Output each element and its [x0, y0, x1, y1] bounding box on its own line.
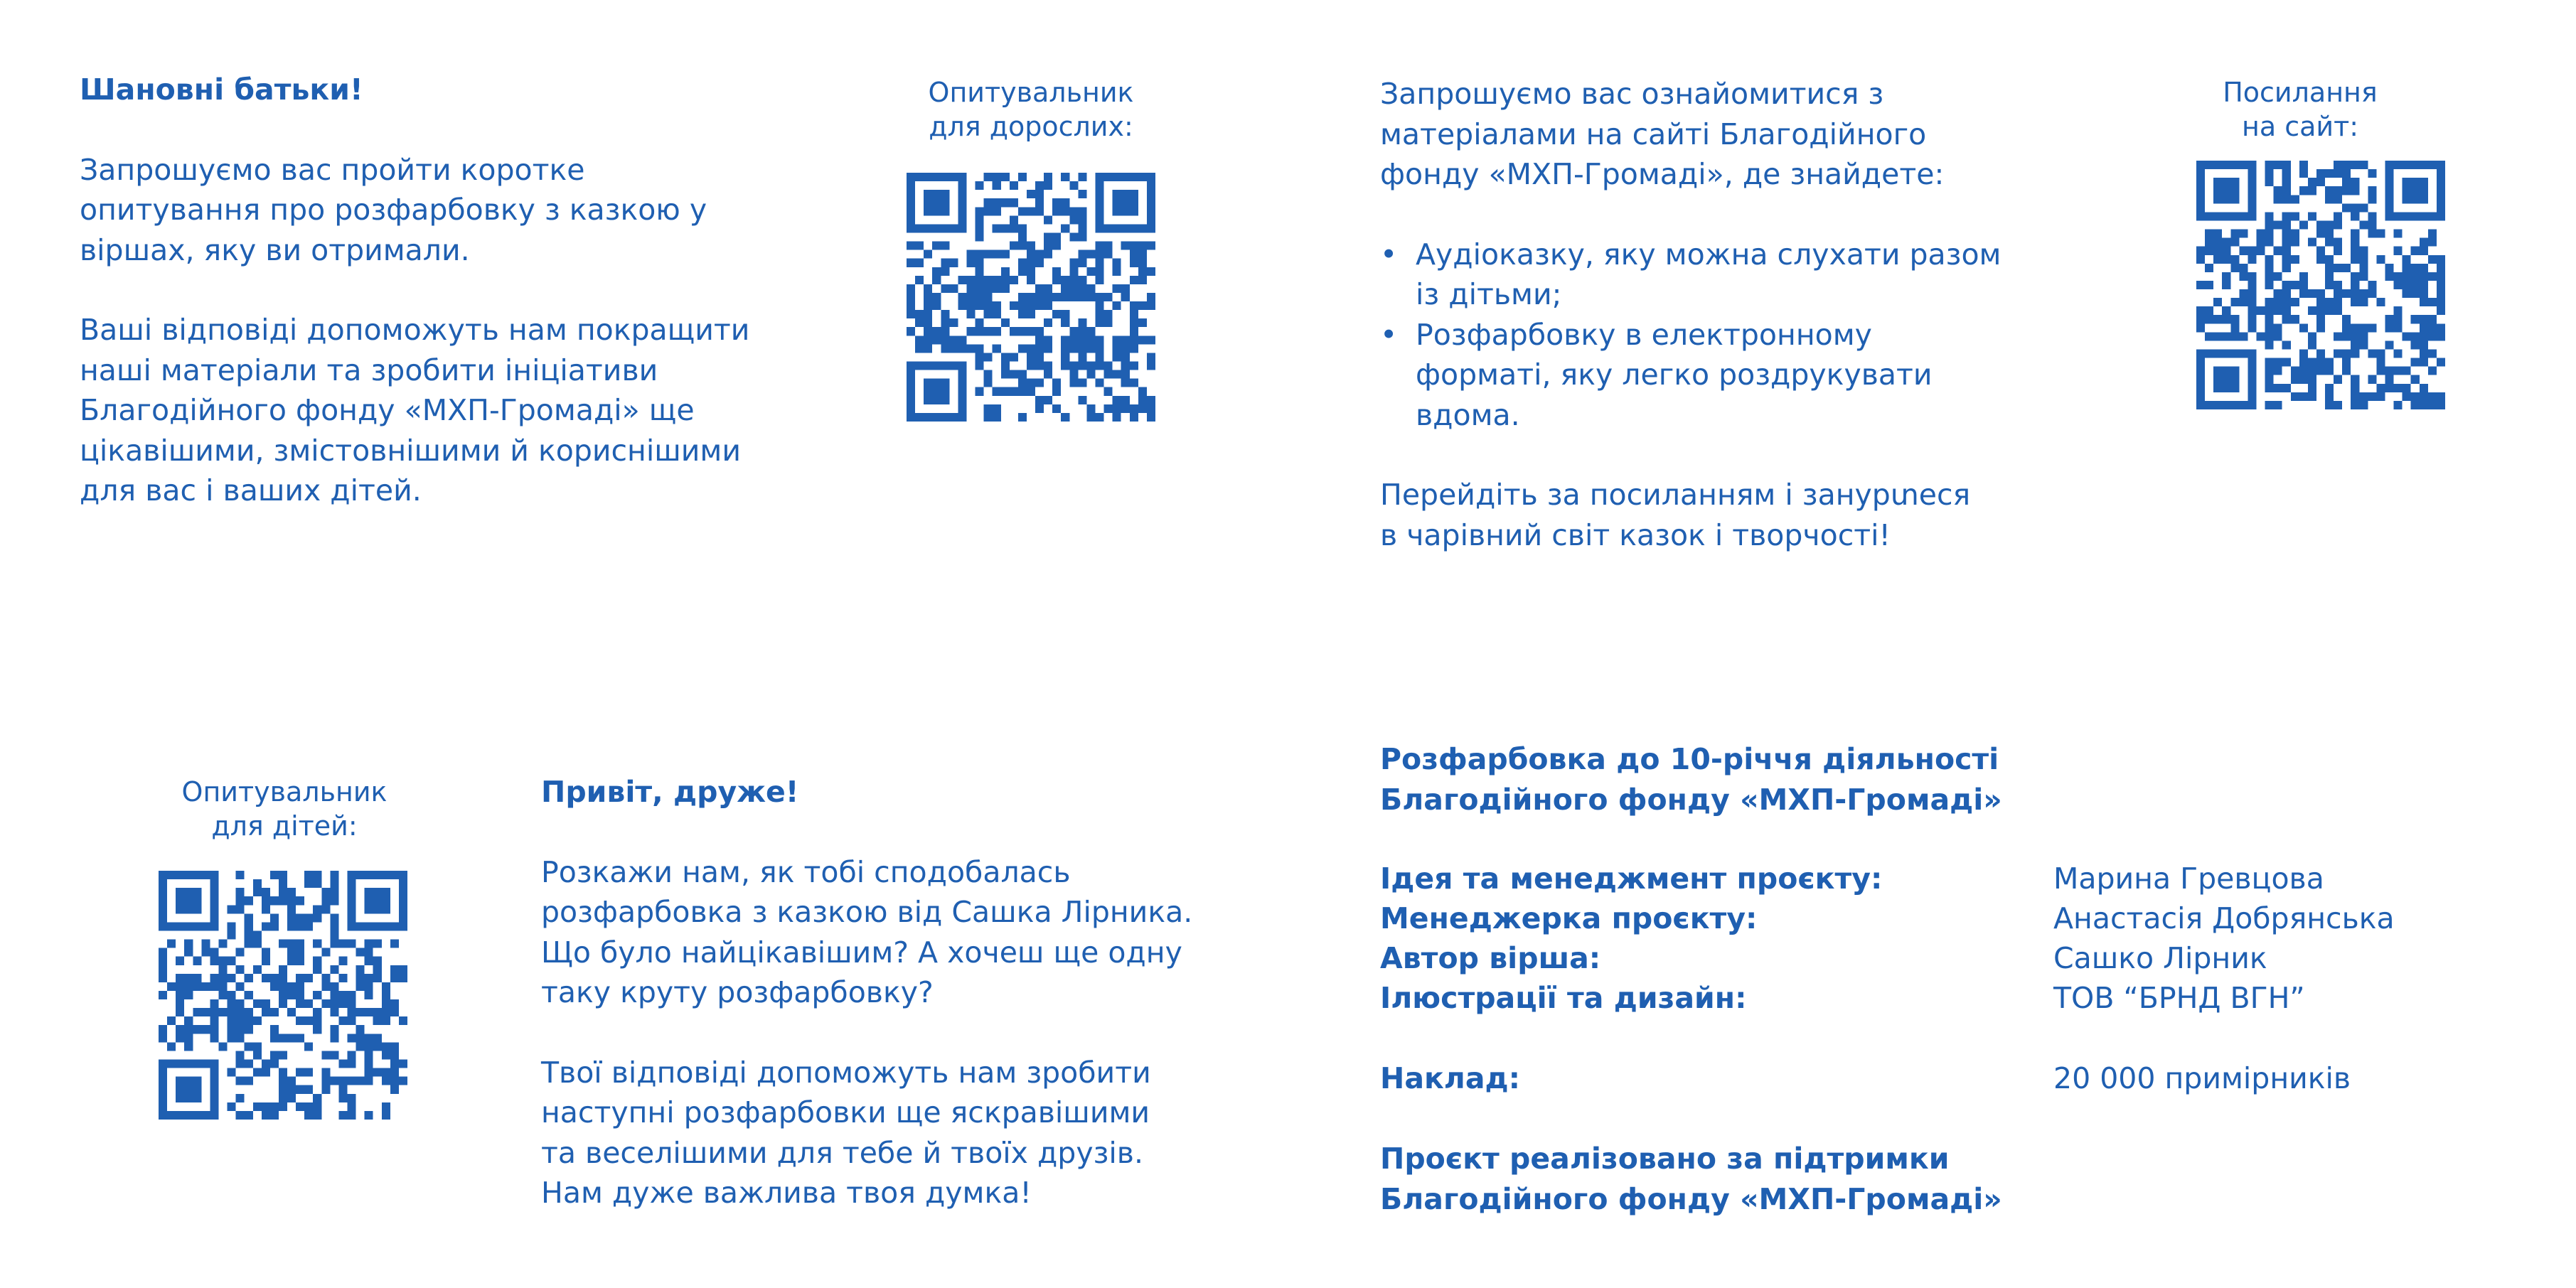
credits-role: Автор вірша:: [1380, 941, 1601, 975]
support-line: Благодійного фонду «МХП-Громаді»: [1380, 1181, 2002, 1216]
credits-title-line: Розфарбовка до 10-річчя діяльності: [1380, 742, 1999, 776]
print-run-label: Наклад:: [1380, 1061, 1521, 1095]
credits-person: Сашко Лірник: [2053, 941, 2267, 975]
parents-intro-line: Запрошуємо вас пройти коротке: [80, 152, 585, 187]
site-intro-line: матеріалами на сайті Благодійного: [1380, 117, 1927, 151]
adult-survey-qr-code-icon[interactable]: [907, 173, 1155, 422]
site-bullet-list: [1380, 235, 2001, 436]
parents-benefit-line: Благодійного фонду «МХП-Громаді» ще: [80, 393, 695, 427]
parents-benefit-line: наші матеріали та зробити ініціативи: [80, 353, 658, 387]
parents-benefit-line: Ваші відповіді допоможуть нам покращити: [80, 313, 750, 347]
kids-question-line: таку круту розфарбовку?: [541, 975, 934, 1009]
kids-question-line: Що було найцікавішим? А хочеш ще одну: [541, 935, 1182, 970]
site-outro-line: Перейдіть за посиланням і занурտеся: [1380, 478, 1971, 512]
kids-encourage-line: Твої відповіді допоможуть нам зробити: [541, 1055, 1151, 1090]
parents-intro-line: віршах, яку ви отримали.: [80, 232, 470, 267]
credits-title-line: Благодійного фонду «МХП-Громаді»: [1380, 782, 2002, 817]
kids-survey-qr-code-icon[interactable]: [159, 871, 407, 1120]
credits-person: ТОВ “БРНД ВГН”: [2053, 981, 2305, 1015]
credits-row: [1380, 938, 2267, 979]
site-qr-label: Посилання на сайт:: [2223, 77, 2378, 142]
credits-role: Ідея та менеджмент проєкту:: [1380, 862, 1883, 896]
credits-row: [1380, 859, 2324, 899]
credits-row: [1380, 978, 2305, 1019]
parents-section: [80, 70, 749, 511]
kids-qr-label: Опитувальник для дітей:: [181, 776, 388, 842]
credits-row: [1380, 898, 2395, 939]
credits-role: Ілюстрації та дизайн:: [1380, 981, 1747, 1015]
parents-benefit-line: для вас і ваших дітей.: [80, 473, 422, 508]
credits-person: Марина Гревцова: [2053, 862, 2324, 896]
parents-intro-line: опитування про розфарбовку з казкою у: [80, 193, 707, 227]
print-run-row: [1380, 1058, 2351, 1099]
credits-role: Менеджерка проєкту:: [1380, 901, 1758, 935]
adult-qr-label: Опитувальник для дорослих:: [928, 77, 1134, 142]
kids-section: [541, 772, 1192, 1213]
kids-question-line: розфарбовка з казкою від Сашка Лірника.: [541, 895, 1193, 929]
parents-greeting: Шановні батьки!: [80, 73, 363, 107]
site-section: [1380, 74, 2001, 555]
site-intro-line: Запрошуємо вас ознайомитися з: [1380, 77, 1884, 111]
kids-encourage-line: наступні розфарбовки ще яскравішими: [541, 1095, 1150, 1129]
print-run-value: 20 000 примірників: [2053, 1061, 2351, 1095]
credits-title: [1380, 739, 2002, 820]
kids-greeting: Привіт, друже!: [541, 775, 799, 809]
site-outro-line: в чарівний світ казок і творчості!: [1380, 517, 1891, 552]
parents-benefit-line: цікавішими, змістовнішими й кориснішими: [80, 433, 741, 468]
site-intro-line: фонду «МХП-Громаді», де знайдете:: [1380, 157, 1945, 191]
website-link-qr-code-icon[interactable]: [2196, 161, 2445, 409]
credits-person: Анастасія Добрянська: [2053, 901, 2395, 935]
bullet-item: • Розфарбовку в електронному форматі, яку легко роздрукувати вдома.: [1380, 315, 2001, 436]
bullet-item: • Аудіоказку, яку можна слухати разом із дітьми;: [1380, 235, 2001, 315]
support-line: Проєкт реалізовано за підтримки: [1380, 1142, 1950, 1176]
kids-question-line: Розкажи нам, як тобі сподобалась: [541, 854, 1071, 889]
support-note: [1380, 1139, 2002, 1219]
kids-encourage-line: та веселішими для тебе й твоїх друзів.: [541, 1135, 1143, 1170]
kids-encourage-line: Нам дуже важлива твоя думка!: [541, 1176, 1032, 1210]
